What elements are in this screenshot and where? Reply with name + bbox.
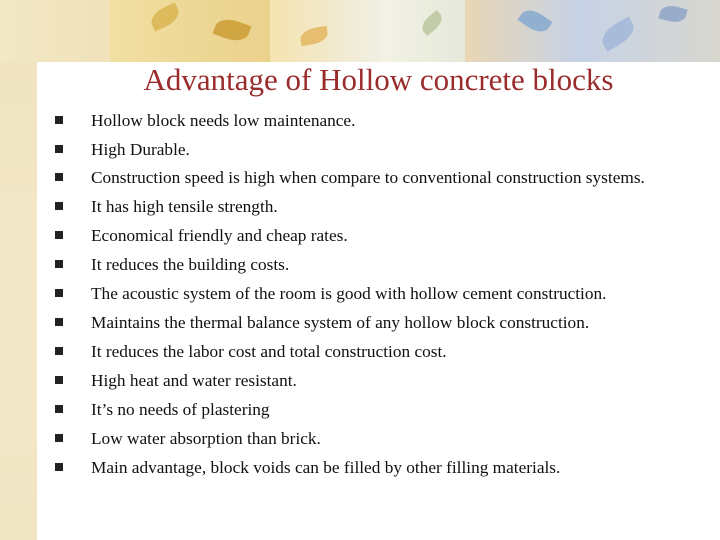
list-item — [52, 221, 702, 250]
square-bullet-icon — [55, 145, 63, 153]
list-item — [52, 135, 702, 164]
list-item-text: Low water absorption than brick. — [91, 429, 321, 448]
list-item-text: Hollow block needs low maintenance. — [91, 111, 356, 130]
list-item-text: Main advantage, block voids can be filled by other filling materials. — [91, 458, 561, 477]
square-bullet-icon — [55, 173, 63, 181]
list-item — [52, 106, 702, 135]
leaf-banner — [0, 0, 720, 62]
bullet-list — [52, 106, 702, 482]
square-bullet-icon — [55, 202, 63, 210]
list-item-text: It reduces the labor cost and total construction cost. — [91, 342, 447, 361]
list-item — [52, 250, 702, 279]
list-item-text: It’s no needs of plastering — [91, 400, 270, 419]
square-bullet-icon — [55, 347, 63, 355]
list-item — [52, 192, 702, 221]
list-item-text: Construction speed is high when compare to conventional construction systems. — [91, 168, 645, 187]
list-item — [52, 164, 702, 192]
list-item-text: Maintains the thermal balance system of any hollow block construction. — [91, 313, 590, 332]
list-item — [52, 453, 702, 482]
square-bullet-icon — [55, 318, 63, 326]
list-item — [52, 337, 702, 366]
list-item — [52, 395, 702, 424]
list-item — [52, 279, 702, 308]
list-item-text: Economical friendly and cheap rates. — [91, 226, 348, 245]
square-bullet-icon — [55, 434, 63, 442]
slide-title: Advantage of Hollow concrete blocks — [143, 62, 614, 97]
square-bullet-icon — [55, 463, 63, 471]
square-bullet-icon — [55, 405, 63, 413]
list-item-text: It reduces the building costs. — [91, 255, 290, 274]
list-item — [52, 366, 702, 395]
square-bullet-icon — [55, 376, 63, 384]
list-item — [52, 424, 702, 453]
list-item-text: It has high tensile strength. — [91, 197, 278, 216]
list-item — [52, 308, 702, 337]
background-left-strip — [0, 0, 40, 540]
list-item-text: High heat and water resistant. — [91, 371, 297, 390]
square-bullet-icon — [55, 116, 63, 124]
square-bullet-icon — [55, 231, 63, 239]
square-bullet-icon — [55, 289, 63, 297]
square-bullet-icon — [55, 260, 63, 268]
list-item-text: The acoustic system of the room is good with hollow cement construction. — [91, 284, 607, 303]
list-item-text: High Durable. — [91, 140, 190, 159]
